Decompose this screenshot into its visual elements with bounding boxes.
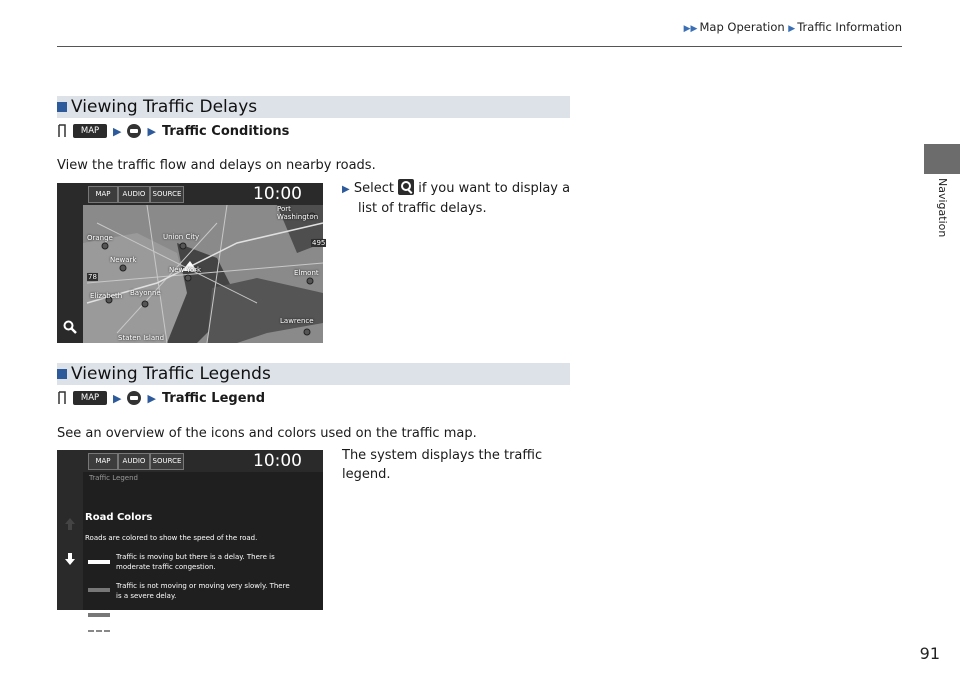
clock: 10:00 bbox=[253, 184, 302, 204]
place-label: Lawrence bbox=[280, 317, 314, 325]
note: ▶ Select if you want to display a list of traffic delays. bbox=[342, 181, 571, 216]
arrow-icon: ▶ bbox=[147, 391, 156, 405]
section-heading-delays bbox=[57, 96, 570, 118]
car-icon bbox=[127, 124, 141, 138]
legend-screen bbox=[57, 450, 323, 636]
place-label: Union City bbox=[163, 233, 200, 241]
heading-square-icon bbox=[57, 369, 67, 379]
car-icon bbox=[127, 391, 141, 405]
arrow-icon: ▶ bbox=[342, 184, 350, 195]
heading-square-icon bbox=[57, 102, 67, 112]
search-icon bbox=[398, 179, 414, 195]
legend-body bbox=[83, 472, 323, 636]
place-label: Elizabeth bbox=[90, 292, 123, 300]
menu-item: Traffic Conditions bbox=[161, 123, 290, 139]
legend-row: There is a traffic incident. No delay was reported. bbox=[116, 611, 290, 619]
legend-row: Traffic is moving but there is a delay. There is moderate traffic congestion. bbox=[116, 553, 275, 571]
legend-row: Traffic is not moving or moving very slowly. There is a severe delay. bbox=[116, 582, 290, 600]
menu-path bbox=[57, 123, 289, 139]
note: The system displays the traffic legend. bbox=[342, 448, 543, 482]
home-icon bbox=[57, 124, 67, 138]
map-tab-button[interactable]: MAP bbox=[88, 186, 118, 203]
arrow-icon: ▶▶ bbox=[683, 24, 698, 34]
map-tab-button[interactable]: MAP bbox=[88, 453, 118, 470]
place-label: Bayonne bbox=[130, 289, 161, 297]
side-label: Navigation bbox=[936, 178, 949, 238]
route-shield: 78 bbox=[88, 273, 97, 281]
side-tab bbox=[924, 144, 960, 174]
map-button: MAP bbox=[73, 124, 107, 138]
top-bar bbox=[57, 450, 323, 472]
legend-subtitle: Roads are colored to show the speed of the road. bbox=[85, 534, 258, 542]
description: View the traffic flow and delays on nearby roads. bbox=[57, 158, 376, 173]
source-tab-button[interactable]: SOURCE bbox=[150, 453, 184, 470]
clock: 10:00 bbox=[253, 451, 302, 471]
arrow-icon: ▶ bbox=[113, 124, 122, 138]
place-label: Orange bbox=[87, 234, 113, 242]
screen-sidebar bbox=[57, 472, 83, 610]
legend-swatch bbox=[88, 613, 110, 617]
route-shield: 495 bbox=[312, 239, 326, 247]
legend-header: Traffic Legend bbox=[89, 474, 138, 482]
section-title: Viewing Traffic Legends bbox=[71, 364, 271, 384]
menu-item: Traffic Legend bbox=[161, 390, 266, 406]
arrow-icon: ▶ bbox=[788, 24, 796, 34]
breadcrumb bbox=[600, 20, 902, 34]
legend-row: There is a construction zone. bbox=[116, 628, 218, 636]
home-icon bbox=[57, 391, 67, 405]
breadcrumb-item: Traffic Information bbox=[797, 20, 902, 34]
page-number: 91 bbox=[919, 644, 940, 663]
breadcrumb-item: Map Operation bbox=[699, 20, 785, 34]
source-tab-button[interactable]: SOURCE bbox=[150, 186, 184, 203]
place-label: Newark bbox=[110, 256, 137, 264]
scroll-down-icon[interactable] bbox=[64, 552, 76, 566]
description: See an overview of the icons and colors used on the traffic map. bbox=[57, 426, 477, 441]
place-label: Elmont bbox=[294, 269, 319, 277]
audio-tab-button[interactable]: AUDIO bbox=[118, 186, 150, 203]
place-label: Port Washington bbox=[277, 205, 319, 221]
section-title: Viewing Traffic Delays bbox=[71, 97, 258, 117]
arrow-icon: ▶ bbox=[147, 124, 156, 138]
menu-path bbox=[57, 390, 265, 406]
arrow-icon: ▶ bbox=[113, 391, 122, 405]
map-screen bbox=[57, 183, 326, 343]
scroll-up-icon[interactable] bbox=[64, 517, 76, 531]
audio-tab-button[interactable]: AUDIO bbox=[118, 453, 150, 470]
legend-swatch bbox=[88, 630, 110, 635]
place-label: Staten Island bbox=[118, 334, 165, 342]
legend-swatch bbox=[88, 560, 110, 564]
map-labels bbox=[57, 183, 326, 343]
place-label: New York bbox=[169, 266, 202, 274]
legend-title: Road Colors bbox=[85, 512, 153, 523]
header-rule bbox=[57, 46, 902, 47]
legend-swatch bbox=[88, 588, 110, 592]
map-button: MAP bbox=[73, 391, 107, 405]
section-heading-legends bbox=[57, 363, 570, 385]
